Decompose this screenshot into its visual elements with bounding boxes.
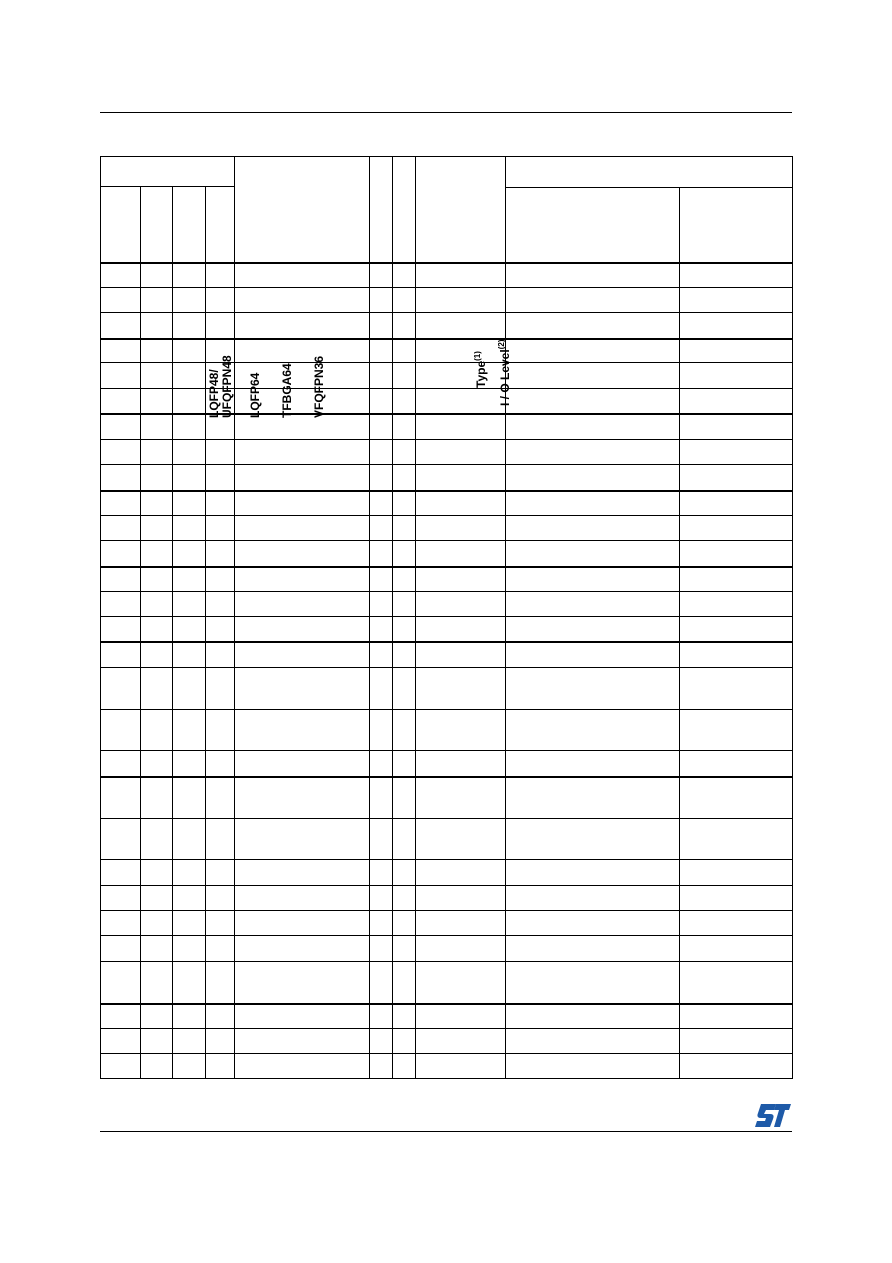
col-line-pins-b [172, 186, 173, 1079]
table-group-line [100, 490, 793, 492]
header-tfbga64: TFBGA64 [280, 363, 294, 418]
header-vfqfpn36: VFQFPN36 [312, 355, 326, 418]
header-lqfp48: LQFP48/ UFQFPN48 [207, 355, 234, 418]
table-group-line [100, 776, 793, 778]
header-lqfp64: LQFP64 [248, 372, 262, 418]
table-row-line [100, 362, 793, 363]
table-group-line [100, 1003, 793, 1005]
table-row-line [100, 312, 793, 313]
table-border-left [100, 156, 101, 1079]
table-border-right [792, 156, 793, 1079]
table-border-top [100, 156, 793, 157]
table-row-line [100, 287, 793, 288]
table-border-bottom [100, 1078, 793, 1079]
col-line-alt [679, 187, 680, 1079]
table-row-line [100, 540, 793, 541]
alternate-group-underline [505, 187, 793, 188]
header-io-level: I / O Level$^{(2)}$ [497, 339, 512, 406]
table-row-line [100, 818, 793, 819]
table-group-line [100, 566, 793, 568]
pins-group-underline [100, 186, 234, 187]
pin-definition-table [100, 156, 793, 1079]
col-line-pins-c [205, 186, 206, 1079]
table-row-line [100, 961, 793, 962]
table-row-line [100, 1028, 793, 1029]
col-line [415, 156, 416, 1079]
table-row-line [100, 885, 793, 886]
table-row-line [100, 439, 793, 440]
table-row-line [100, 859, 793, 860]
table-row-line [100, 935, 793, 936]
header-type: Type$^{(1)}$ [473, 351, 488, 388]
col-line [234, 156, 235, 1079]
table-row-line [100, 750, 793, 751]
st-logo [754, 1102, 792, 1130]
table-row-line [100, 910, 793, 911]
table-row-line [100, 464, 793, 465]
col-line [505, 156, 506, 1079]
table-row-line [100, 1053, 793, 1054]
table-row-line [100, 388, 793, 389]
table-row-line [100, 515, 793, 516]
table-row-line [100, 616, 793, 617]
footer-rule [100, 1131, 792, 1132]
table-row-line [100, 591, 793, 592]
table-row-line [100, 667, 793, 668]
col-line-pins-a [140, 186, 141, 1079]
col-line [392, 156, 393, 1079]
header-rule [100, 112, 792, 113]
table-group-line [100, 262, 793, 264]
st-logo-s [755, 1104, 776, 1127]
st-logo-t [774, 1104, 791, 1127]
table-row-line [100, 709, 793, 710]
col-line [369, 156, 370, 1079]
table-group-line [100, 413, 793, 415]
table-group-line [100, 338, 793, 340]
table-group-line [100, 641, 793, 643]
